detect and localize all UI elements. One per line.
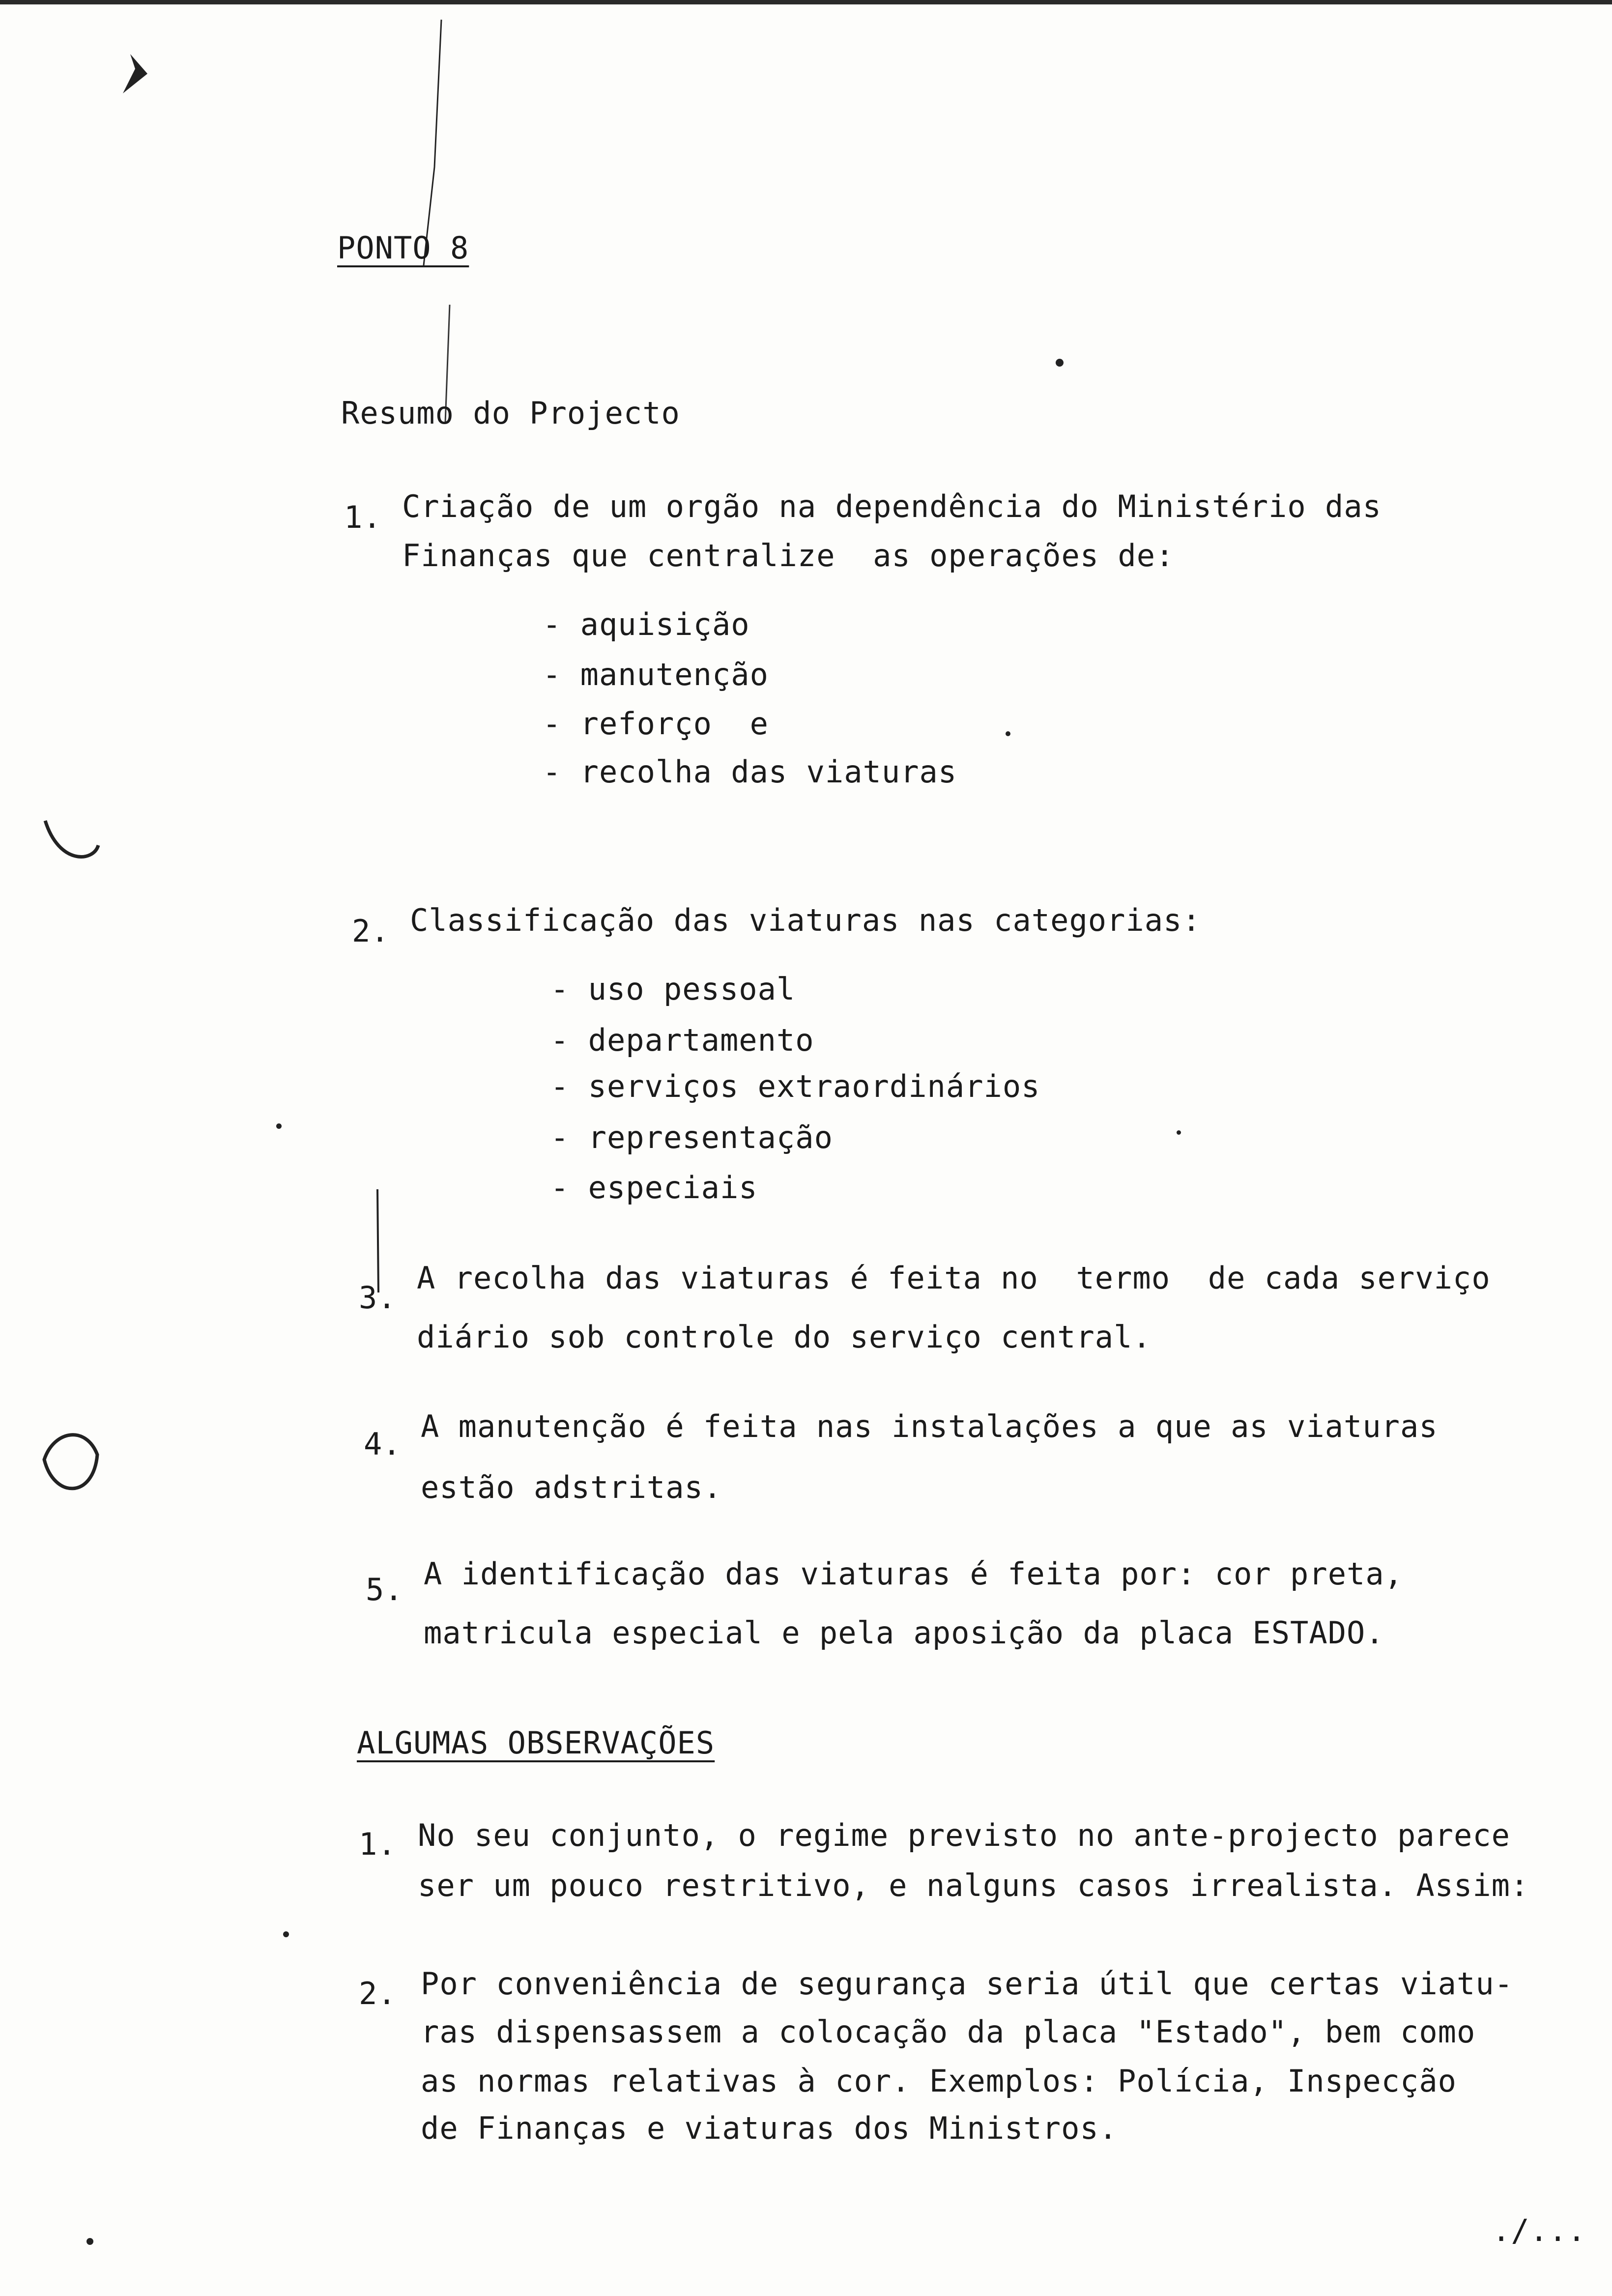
speck-dot (1177, 1130, 1181, 1135)
subitem: - manutenção (543, 657, 769, 692)
item-line: diário sob controle do serviço central. (417, 1319, 1151, 1355)
subitem: - representação (550, 1119, 833, 1155)
item-line: A identificação das viaturas é feita por: cor preta, (424, 1556, 1404, 1592)
subitem: - aquisição (543, 606, 750, 642)
item-line: Criação de um orgão na dependência do Ministério das (402, 488, 1382, 524)
item-line: A manutenção é feita nas instalações a que as viaturas (421, 1408, 1438, 1444)
subitem: - especiais (550, 1170, 758, 1205)
item-number: 5. (366, 1572, 403, 1607)
observation-number: 2. (359, 1976, 397, 2011)
observation-line: ras dispensassem a colocação da placa "Estado", bem como (421, 2014, 1476, 2050)
speck-dot (1006, 731, 1010, 736)
item-number: 3. (359, 1280, 397, 1316)
subitem: - recolha das viaturas (543, 754, 957, 790)
item-line: matricula especial e pela aposição da placa ESTADO. (424, 1615, 1384, 1651)
item-number: 1. (344, 499, 382, 535)
observations-title: ALGUMAS OBSERVAÇÕES (357, 1725, 715, 1761)
observation-number: 1. (359, 1826, 397, 1862)
observation-line: Por conveniência de segurança seria útil que certas viatu- (421, 1966, 1513, 2002)
speck-dot (1056, 359, 1064, 367)
item-line: A recolha das viaturas é feita no termo de cada serviço (417, 1260, 1491, 1296)
observation-line: de Finanças e viaturas dos Ministros. (421, 2110, 1118, 2146)
item-number: 2. (352, 913, 390, 949)
speck-dot (276, 1123, 282, 1129)
item-number: 4. (364, 1426, 402, 1462)
summary-title: Resumo do Projecto (341, 395, 680, 431)
item-line: estão adstritas. (421, 1469, 722, 1505)
observation-line: as normas relativas à cor. Exemplos: Polícia, Inspecção (421, 2063, 1457, 2099)
observation-line: ser um pouco restritivo, e nalguns casos irrealista. Assim: (418, 1867, 1529, 1903)
subitem: - reforço e (543, 706, 769, 742)
item-line: Classificação das viaturas nas categorias: (410, 902, 1201, 938)
subitem: - uso pessoal (550, 971, 796, 1007)
speck-dot (86, 2238, 93, 2245)
observation-line: No seu conjunto, o regime previsto no ante-projecto parece (418, 1817, 1510, 1853)
continuation-mark: ./... (1492, 2212, 1586, 2248)
subitem: - serviços extraordinários (550, 1068, 1040, 1104)
page-heading: PONTO 8 (337, 230, 469, 266)
subitem: - departamento (550, 1022, 814, 1058)
speck-dot (283, 1931, 289, 1937)
item-line: Finanças que centralize as operações de: (402, 538, 1175, 574)
